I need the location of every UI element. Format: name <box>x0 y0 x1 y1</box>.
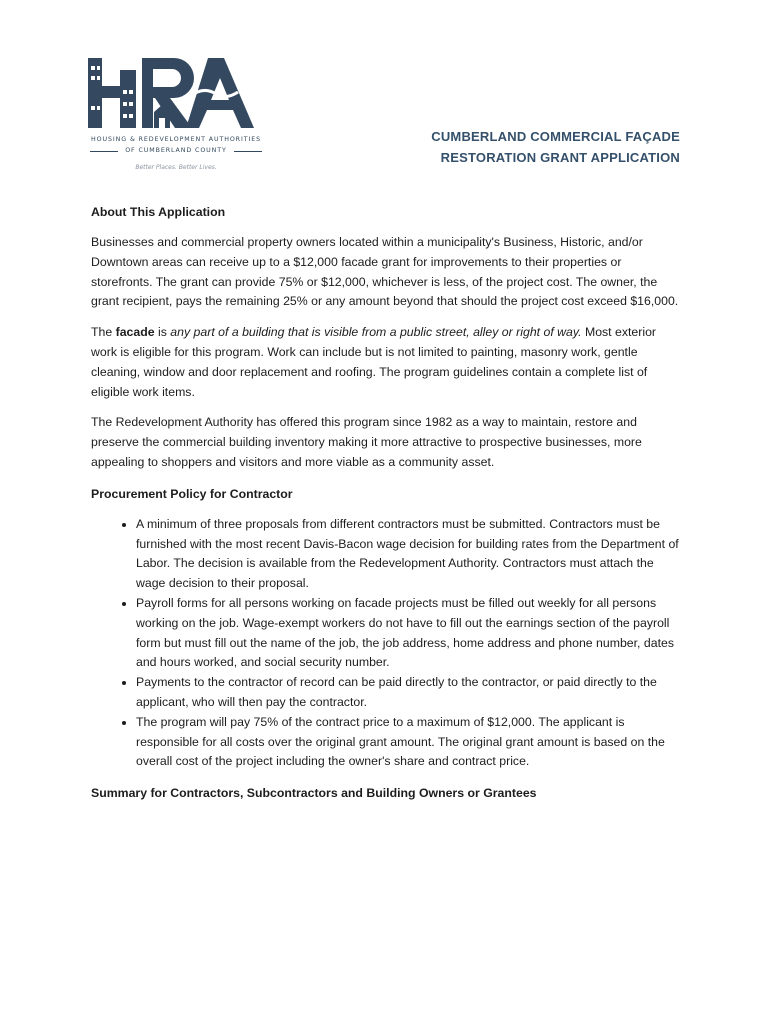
document-title <box>431 126 680 168</box>
list-item: • Payments to the contractor of record can be paid directly to the contractor, or paid directly to the applicant, who will then pay the contractor. <box>136 673 683 713</box>
list-item: • A minimum of three proposals from different contractors must be submitted. Contractors must be furnished with the most recent Davis-Bacon wage decision for building rates from the Department of Labor. The decision is available from the Redevelopment Authority. Contractors must attach the wage decision to their proposal. <box>136 515 683 594</box>
logo-tagline: Better Places. Better Lives. <box>135 164 217 171</box>
logo-rule-right <box>234 151 262 152</box>
summary-heading: Summary for Contractors, Subcontractors and Building Owners or Grantees <box>91 786 537 801</box>
about-paragraph-2 <box>91 323 683 402</box>
list-item: • The program will pay 75% of the contract price to a maximum of $12,000. The applicant is responsible for all costs over the original grant amount. The original grant amount is based on the overall cost of the project including the owner's share and contract price. <box>136 713 683 772</box>
about-paragraph-3: The Redevelopment Authority has offered this program since 1982 as a way to maintain, restore and preserve the commercial building inventory making it more attractive to prospective businesses, more appealing to shoppers and visitors and more viable as a community asset. <box>91 415 642 469</box>
p2-is: is <box>154 325 171 340</box>
procurement-heading: Procurement Policy for Contractor <box>91 486 293 501</box>
facade-definition: any part of a building that is visible from a public street, alley or right of way. <box>170 325 582 340</box>
facade-term: facade <box>115 325 155 340</box>
p2-prefix: The <box>91 325 116 340</box>
p2-rest: Most exterior work is eligible for this program. Work can include but is not limited to painting, masonry work, gentle cleaning, window and door replacement and roofing. The program guidelines contain a complete list of eligible work items. <box>91 325 657 399</box>
hra-logo-mark <box>86 56 266 132</box>
title-line-2: RESTORATION GRANT APPLICATION <box>440 150 680 165</box>
title-line-1: CUMBERLAND COMMERCIAL FAÇADE <box>431 129 680 144</box>
about-heading: About This Application <box>91 205 226 219</box>
hra-logo <box>86 56 266 178</box>
document-body <box>91 202 683 814</box>
list-item: • Payroll forms for all persons working on facade projects must be filled out weekly for all persons working on the job. Wage-exempt workers do not have to fill out the earnings section of the payroll form but must fill out the name of the job, the job address, home address and phone number, dates and hours worked, and social security number. <box>136 594 683 673</box>
about-paragraph-1: Businesses and commercial property owners located within a municipality's Business, Historic, and/or Downtown areas can receive up to a $12,000 facade grant for improvements to their properties or storefronts. The grant can provide 75% or $12,000, whichever is less, of the project cost. The owner, the grant recipient, pays the remaining 25% or any amount beyond that should the project cost exceed $16,000. <box>91 235 679 309</box>
procurement-list <box>91 515 683 772</box>
logo-org-line2: OF CUMBERLAND COUNTY <box>125 147 227 154</box>
logo-org-line1: HOUSING & REDEVELOPMENT AUTHORITIES <box>91 136 261 143</box>
